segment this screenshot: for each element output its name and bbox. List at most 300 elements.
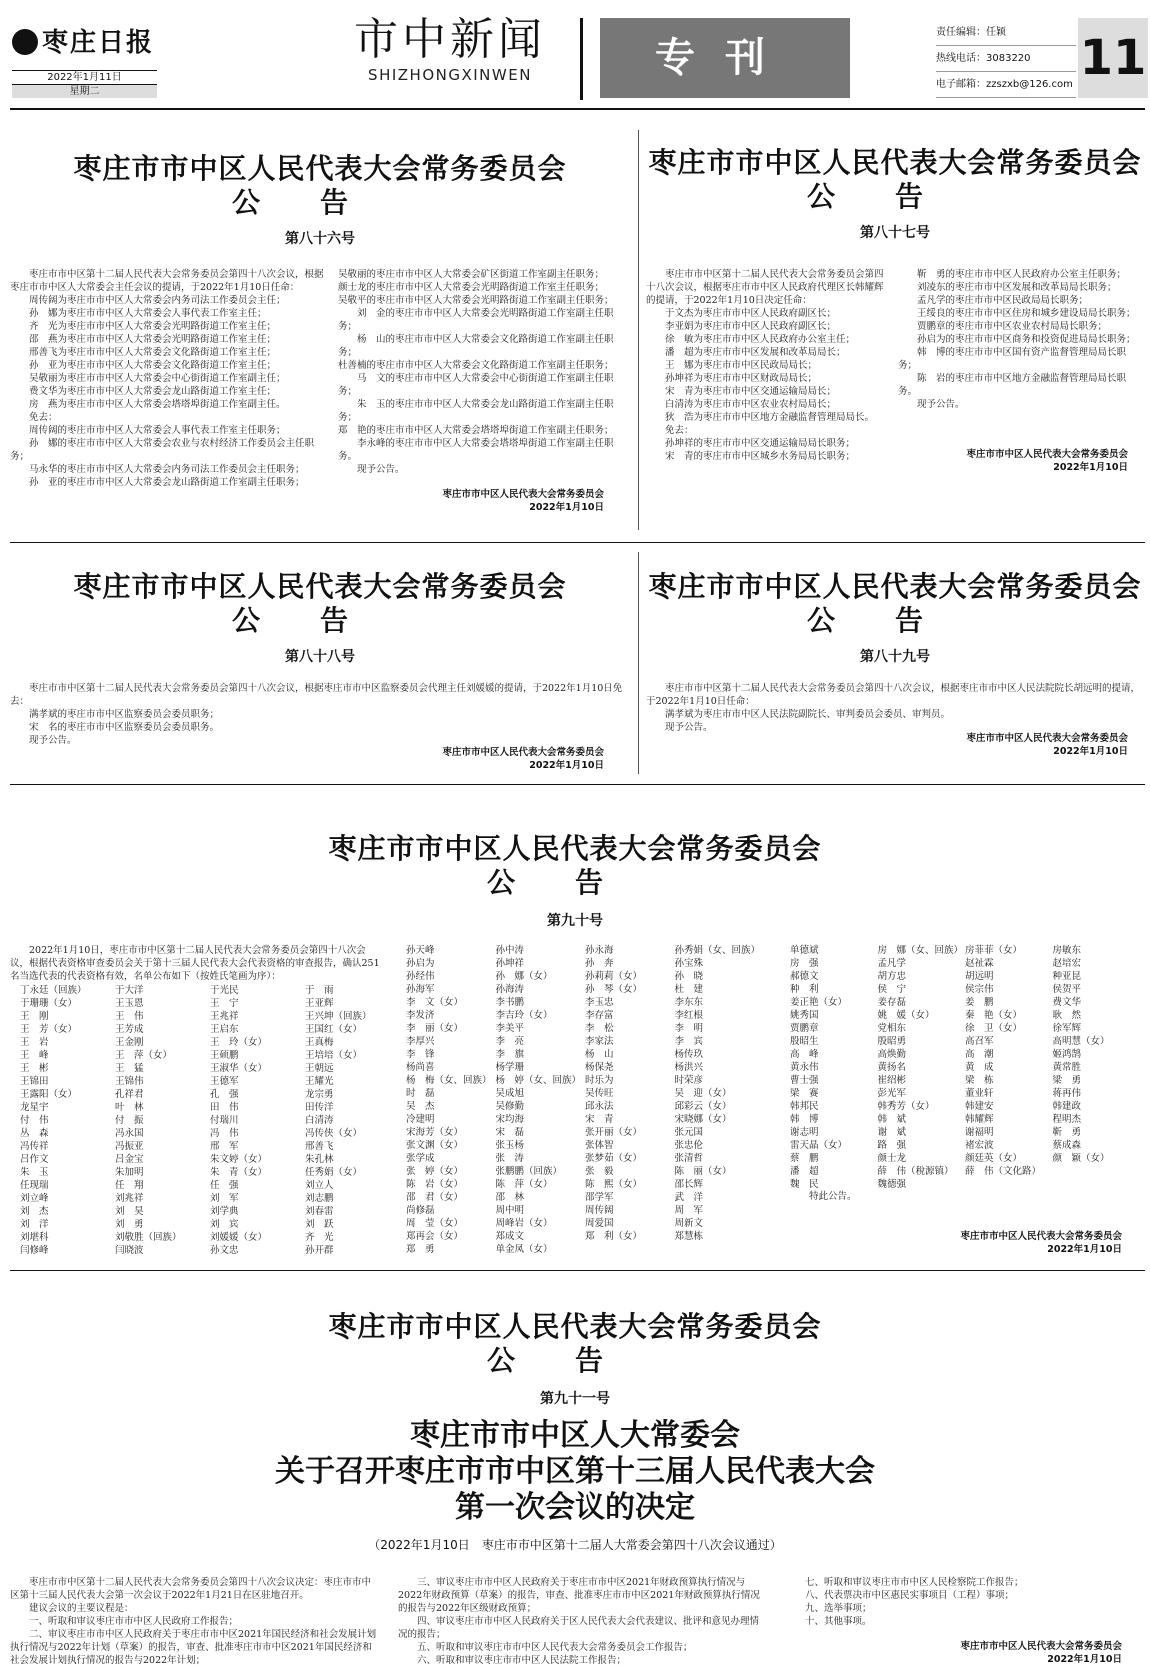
body-paragraph: 枣庄市市中区第十二届人民代表大会常务委员会第四十八次会议，根据枣庄市市中区人民政府代理区长韩耀辉的提请，于2022年1月10日决定任命： (646, 269, 884, 306)
delegate-name: 闫晓波 (115, 1245, 144, 1256)
body-paragraph: 建议会议的主要议程是： (10, 1603, 134, 1614)
delegate-name: 杨 梅（女、回族） (406, 1075, 492, 1086)
notice-87-body-left (646, 268, 891, 463)
delegate-name: 刘 杰 (20, 1206, 49, 1217)
notice-90-intro: 2022年1月10日，枣庄市市中区第十二届人民代表大会常务委员会第四十八次会议，根据代表资格审查委员会关于第十三届人民代表大会代表资格的审查报告，确认251名当选代表的代表资格有效，名单公布如下（按姓氏笔画为序）： (10, 945, 380, 982)
delegate-name: 朱 青（女） (210, 1167, 268, 1178)
delegate-name: 周传阔 (585, 1205, 614, 1216)
delegate-name: 颜 颖（女） (1052, 1153, 1110, 1164)
delegate-name: 杨传玖 (674, 1049, 704, 1060)
body-paragraph: 枣庄市市中区第十二届人民代表大会常务委员会第四十八次会议，根据枣庄市市中区人民法院院长胡远明的提请，于2022年1月10日任命： (646, 683, 1141, 707)
body-paragraph: 颜士龙的枣庄市市中区人大常委会光明路街道工作室主任职务； (338, 282, 605, 293)
signer: 枣庄市市中区人民代表大会常务委员会 (442, 489, 604, 500)
delegate-name: 白清涛 (305, 1115, 334, 1126)
delegate-name: 吴 迎（女） (674, 1088, 732, 1099)
delegate-name: 朱文婷（女） (210, 1154, 268, 1165)
delegate-name: 靳 勇 (1052, 1127, 1082, 1138)
delegate-name: 冷建明 (406, 1114, 435, 1125)
delegate-name: 单德斌 (790, 945, 819, 956)
delegate-name: 张 毅 (585, 1166, 614, 1177)
body-paragraph: 十、其他事项。 (786, 1616, 872, 1627)
signer: 枣庄市市中区人民代表大会常务委员会 (966, 733, 1128, 744)
delegate-name: 宋 青 (585, 1114, 614, 1125)
notice-90-end: 特此公告。 (790, 1191, 857, 1202)
delegate-name: 房 强 (790, 958, 819, 969)
delegate-name: 董业轩 (965, 1088, 994, 1099)
delegate-name: 李 松 (585, 1023, 614, 1034)
body-paragraph: 于文杰为枣庄市市中区人民政府副区长； (646, 308, 837, 319)
delegate-name: 高召军 (965, 1036, 994, 1047)
delegate-name: 韩邦民 (790, 1101, 819, 1112)
notice-88-body (10, 682, 630, 747)
delegate-name: 吴成旭 (495, 1088, 525, 1099)
delegate-name: 王启东 (210, 1024, 239, 1035)
delegate-name: 刘敬胜（回族） (115, 1232, 182, 1243)
issue-date: 2022年1月11日 (12, 70, 157, 84)
delegate-name: 付 振 (115, 1115, 144, 1126)
signer: 枣庄市市中区人民代表大会常务委员会 (442, 747, 604, 758)
delegate-name: 侯贺平 (1052, 984, 1082, 995)
delegate-name: 武 洋 (674, 1192, 704, 1203)
column-divider (638, 552, 639, 774)
delegate-name: 蔡 鹏 (790, 1153, 819, 1164)
body-paragraph: 费文华为枣庄市市中区人大常委会龙山路街道工作室主任； (10, 386, 277, 397)
masthead-rule (10, 108, 1145, 110)
delegate-name: 张体智 (585, 1140, 614, 1151)
notice-subtitle: 公告 (806, 180, 983, 213)
delegate-name: 吴修勤 (495, 1101, 525, 1112)
body-paragraph: 一、听取和审议枣庄市市中区人民政府工作报告； (10, 1616, 239, 1627)
delegate-name: 蒋再伟 (1052, 1088, 1082, 1099)
delegate-name: 姜存磊 (877, 997, 907, 1008)
delegate-name: 谢 斌 (877, 1127, 907, 1138)
delegate-name: 邵长辉 (674, 1179, 704, 1190)
body-paragraph: 刘凌东的枣庄市市中区发展和改革局局长职务； (898, 282, 1117, 293)
body-paragraph: 吴敬丽为枣庄市市中区人大常委会中心街街道工作室副主任； (10, 373, 286, 384)
delegate-name: 宋均海 (495, 1114, 525, 1125)
delegate-name: 姜 鹏 (965, 997, 994, 1008)
delegate-name: 张梦茹（女） (585, 1153, 643, 1164)
body-paragraph: 孙 亚为枣庄市市中区人大常委会文化路街道工作室主任； (10, 360, 277, 371)
delegate-name: 姬鸿鹄 (1052, 1049, 1082, 1060)
delegate-name: 刘立人 (305, 1180, 334, 1191)
delegate-name: 杨 婷（女、回族） (495, 1075, 582, 1086)
delegate-name: 姚 媛（女） (877, 1010, 935, 1021)
column-divider (638, 130, 639, 530)
delegate-name: 于 雨 (305, 985, 334, 996)
notice-number: 第八十六号 (285, 231, 355, 247)
delegate-name: 王耀光 (305, 1076, 334, 1087)
delegate-name: 王德军 (210, 1076, 239, 1087)
notice-subtitle: 公告 (486, 866, 663, 899)
decision-title-1: 枣庄市市中区人大常委会 (410, 1418, 740, 1453)
body-paragraph: 杨 山的枣庄市市中区人大常委会文化路街道工作室副主任职务； (338, 334, 614, 358)
body-paragraph: 现予公告。 (898, 399, 965, 410)
delegate-name: 黄常胜 (1052, 1062, 1082, 1073)
delegate-name: 丁永廷（回族） (20, 985, 87, 996)
issue-date-box (12, 70, 157, 98)
delegate-name: 徐 卫（女） (965, 1023, 1023, 1034)
delegate-name: 任 强 (210, 1180, 239, 1191)
delegate-name: 贾鹏章 (790, 1023, 819, 1034)
delegate-name: 朱孔林 (305, 1154, 334, 1165)
delegate-name: 颜廷英（女） (965, 1153, 1023, 1164)
delegate-name: 曹士强 (790, 1075, 819, 1086)
body-paragraph: 现予公告。 (646, 722, 713, 733)
delegate-name: 刘立峰 (20, 1193, 49, 1204)
delegate-name: 杜 建 (674, 984, 704, 995)
body-paragraph: 吴敬平的枣庄市市中区人大常委会光明路街道工作室副主任职务； (338, 295, 614, 306)
delegate-name: 刘媛媛（女） (210, 1232, 268, 1243)
delegate-name: 朱加明 (115, 1167, 144, 1178)
delegate-name: 郑成文 (495, 1231, 525, 1242)
delegate-name: 周中明 (495, 1205, 525, 1216)
delegate-name: 孙海涛 (495, 984, 525, 995)
delegate-name: 路 强 (877, 1140, 907, 1151)
delegate-name: 孙海军 (406, 984, 435, 995)
delegate-name: 孙坤祥 (495, 958, 525, 969)
body-paragraph: 齐 光为枣庄市市中区人大常委会光明路街道工作室主任； (10, 321, 277, 332)
notice-number: 第八十九号 (860, 649, 930, 665)
delegate-name: 于光民 (210, 985, 239, 996)
delegate-name: 韩 斌 (877, 1114, 907, 1125)
notice-number: 第九十号 (547, 913, 603, 929)
body-paragraph: 吴敬丽的枣庄市市中区人大常委会矿区街道工作室副主任职务； (338, 269, 605, 280)
body-paragraph: 宋 名的枣庄市市中区监察委员会委员职务。 (10, 722, 220, 733)
delegate-name: 任秀娟（女） (305, 1167, 363, 1178)
delegate-name: 齐 光 (305, 1232, 334, 1243)
delegate-name: 秦 艳（女） (965, 1010, 1023, 1021)
body-paragraph: 王绥良的枣庄市市中区住房和城乡建设局局长职务； (898, 308, 1136, 319)
delegate-name: 邱彩云（女） (674, 1101, 732, 1112)
delegate-name: 潘 超 (790, 1166, 819, 1177)
delegate-name: 于珊珊（女） (20, 998, 78, 1009)
delegate-name: 刘 勇 (115, 1219, 144, 1230)
hotline: 热线电话：3083220 (936, 46, 1076, 72)
body-paragraph: 韩 博的枣庄市市中区国有资产监督管理局局长职务； (898, 347, 1127, 371)
delegate-name: 李 旗 (495, 1049, 525, 1060)
delegate-name: 黄扬名 (877, 1062, 907, 1073)
delegate-name: 梁 栋 (965, 1075, 994, 1086)
delegate-name: 周 军 (674, 1205, 704, 1216)
delegate-name: 杨 山 (585, 1049, 614, 1060)
delegate-name: 高 峰 (790, 1049, 819, 1060)
delegate-name: 殷昭勇 (877, 1036, 907, 1047)
body-paragraph: 免去： (10, 412, 58, 423)
body-paragraph: 白清涛为枣庄市市中区农业农村局局长； (646, 399, 837, 410)
issue-weekday: 星期二 (12, 84, 157, 98)
body-paragraph: 房 燕为枣庄市市中区人大常委会塔塔埠街道工作室副主任。 (10, 399, 286, 410)
notice-91 (10, 1310, 1140, 1553)
body-paragraph: 贾鹏章的枣庄市市中区农业农村局局长职务； (898, 321, 1108, 332)
delegate-name: 尚修磊 (406, 1205, 435, 1216)
body-paragraph: 徐 敏为枣庄市市中区人民政府办公室主任； (646, 334, 856, 345)
body-paragraph: 靳 勇的枣庄市市中区人民政府办公室主任职务； (898, 269, 1127, 280)
delegate-name: 高焕勤 (877, 1049, 907, 1060)
delegate-name: 付 伟 (20, 1115, 49, 1126)
delegate-name: 张清哲 (674, 1153, 704, 1164)
delegate-name: 侯 宁 (877, 984, 907, 995)
delegate-name: 冯永国 (115, 1128, 144, 1139)
delegate-name: 邱永法 (585, 1101, 614, 1112)
body-paragraph: 邵 燕为枣庄市市中区人大常委会光明路街道工作室主任； (10, 334, 277, 345)
delegate-name: 魏德强 (877, 1179, 907, 1190)
delegate-name: 胡远明 (965, 971, 994, 982)
delegate-name: 周 莹（女） (406, 1218, 464, 1229)
delegate-name: 颜士龙 (877, 1153, 907, 1164)
delegate-name: 韩建政 (1052, 1101, 1082, 1112)
notice-title: 枣庄市市中区人民代表大会常务委员会 (648, 570, 1142, 603)
delegate-name: 褚宏波 (965, 1140, 994, 1151)
delegate-name: 胡方忠 (877, 971, 907, 982)
delegate-name: 王 芳（女） (20, 1024, 78, 1035)
delegate-name: 黄 成 (965, 1062, 994, 1073)
body-paragraph: 李亚娟为枣庄市市中区人民政府副区长； (646, 321, 837, 332)
delegate-name: 邵学军 (585, 1192, 614, 1203)
delegate-name: 张 涛 (495, 1153, 525, 1164)
delegate-name: 赵祉霖 (965, 958, 994, 969)
contact-info (936, 20, 1076, 98)
delegate-name: 刘 洋 (20, 1219, 49, 1230)
delegate-name: 刘兆祥 (115, 1193, 144, 1204)
notice-89 (645, 570, 1145, 666)
sign-date: 2022年1月10日 (529, 502, 604, 513)
delegate-name: 冯振亚 (115, 1141, 144, 1152)
delegate-name: 陈 岩（女） (406, 1179, 464, 1190)
delegate-name: 陈 熙（女） (585, 1179, 643, 1190)
delegate-name: 时荣彦 (674, 1075, 704, 1086)
delegate-name: 孙 晓 (674, 971, 704, 982)
page-number: 11 (1078, 18, 1148, 98)
body-paragraph: 孙坤祥的枣庄市市中区交通运输局局长职务； (646, 438, 856, 449)
signer: 枣庄市市中区人民代表大会常务委员会 (960, 1231, 1122, 1242)
delegate-name: 王国红（女） (305, 1024, 363, 1035)
delegate-name: 梁 勇 (1052, 1075, 1082, 1086)
delegate-name: 邢善飞 (305, 1141, 334, 1152)
sign-date: 2022年1月10日 (1053, 462, 1128, 473)
delegate-name: 王 刚 (20, 1011, 49, 1022)
delegate-name: 郑 利（女） (585, 1231, 643, 1242)
delegate-name: 张忠伦 (674, 1140, 704, 1151)
delegate-name: 王朝远 (305, 1063, 334, 1074)
delegate-name: 张 婷（女） (406, 1166, 464, 1177)
delegate-name: 朱 玉 (20, 1167, 49, 1178)
delegate-name: 冯传祥 (20, 1141, 49, 1152)
delegate-name: 张玉杨 (495, 1140, 525, 1151)
delegate-name: 王兆祥 (210, 1011, 239, 1022)
notice-number: 第八十八号 (285, 649, 355, 665)
delegate-name: 孙莉莉（女） (585, 971, 643, 982)
body-paragraph: 孙 亚的枣庄市市中区人大常委会龙山路街道工作室副主任职务； (10, 477, 305, 488)
delegate-name: 郑再会（女） (406, 1231, 464, 1242)
notice-91-body-right (786, 1576, 1136, 1628)
notice-87-body-right (898, 268, 1143, 411)
delegate-name: 王露阳（女） (20, 1089, 78, 1100)
delegate-name: 韩 博 (790, 1114, 819, 1125)
delegate-name: 陈 萍（女） (495, 1179, 553, 1190)
notice-subtitle: 公告 (486, 1344, 663, 1377)
delegate-name: 任现瑞 (20, 1180, 49, 1191)
editor: 责任编辑：任颖 (936, 20, 1076, 46)
delegate-name: 单金凤（女） (495, 1244, 553, 1255)
delegate-name: 谢福明 (965, 1127, 994, 1138)
delegate-name: 孙 奔 (585, 958, 614, 969)
body-paragraph: 孙坤祥为枣庄市市中区财政局局长； (646, 373, 818, 384)
delegate-name: 李 锋 (406, 1049, 435, 1060)
delegate-list-2 (406, 944, 764, 1256)
delegate-name: 冯传侠（女） (305, 1128, 363, 1139)
delegate-name: 蔡成森 (1052, 1140, 1082, 1151)
delegate-name: 李美平 (495, 1023, 525, 1034)
delegate-name: 孙开群 (305, 1245, 334, 1256)
body-paragraph: 七、听取和审议枣庄市市中区人民检察院工作报告； (786, 1577, 1024, 1588)
delegate-name: 韩耀辉 (965, 1114, 994, 1125)
body-paragraph: 宋 青的枣庄市市中区城乡水务局局长职务； (646, 451, 856, 462)
body-paragraph: 陈 岩的枣庄市市中区地方金融监督管理局局长职务。 (898, 373, 1127, 397)
notice-title: 枣庄市市中区人民代表大会常务委员会 (328, 832, 822, 865)
body-paragraph: 马 文的枣庄市市中区人大常委会中心街街道工作室副主任职务； (338, 373, 614, 397)
body-paragraph: 现予公告。 (338, 464, 405, 475)
delegate-name: 王金刚 (115, 1037, 144, 1048)
body-paragraph: 邢善飞为枣庄市市中区人大常委会文化路街道工作室主任； (10, 347, 277, 358)
delegate-name: 孙 娜（女） (495, 971, 553, 982)
delegate-name: 王 岩 (20, 1037, 49, 1048)
delegate-name: 田传洋 (305, 1102, 334, 1113)
delegate-name: 任 翔 (115, 1180, 144, 1191)
delegate-name: 李东东 (674, 997, 704, 1008)
delegate-name: 时乐为 (585, 1075, 614, 1086)
delegate-name: 于大洋 (115, 985, 144, 996)
delegate-name: 王硕鹏 (210, 1050, 239, 1061)
notice-91-signature (860, 1640, 1122, 1666)
delegate-name: 梁 赛 (790, 1088, 819, 1099)
delegate-name: 孙永海 (585, 945, 614, 956)
delegate-name: 李厚兴 (406, 1036, 435, 1047)
delegate-name: 田 伟 (210, 1102, 239, 1113)
body-paragraph: 六、听取和审议枣庄市市中区人民法院工作报告； (398, 1655, 627, 1666)
delegate-name: 龙宗勇 (305, 1089, 334, 1100)
notice-subtitle: 公告 (806, 604, 983, 637)
delegate-name: 程明杰 (1052, 1114, 1082, 1125)
section-rule (10, 784, 1145, 785)
delegate-name: 孙 琴（女） (585, 984, 643, 995)
body-paragraph: 五、听取和审议枣庄市市中区人民代表大会常务委员会工作报告； (398, 1642, 693, 1653)
body-paragraph: 三、审议枣庄市市中区人民政府关于枣庄市市中区2021年财政预算执行情况与2022年财政预算（草案）的报告，审查、批准枣庄市市中区2021年财政预算执行情况的报告与2022年区级财政预算； (398, 1577, 760, 1614)
delegate-name: 王 彬 (20, 1063, 49, 1074)
delegate-name: 王兴坤（回族） (305, 1011, 372, 1022)
signer: 枣庄市市中区人民代表大会常务委员会 (960, 1641, 1122, 1652)
delegate-name: 房敏东 (1052, 945, 1082, 956)
signer: 枣庄市市中区人民代表大会常务委员会 (966, 449, 1128, 460)
body-paragraph: 王 娜为枣庄市市中区民政局局长； (646, 360, 818, 371)
delegate-name: 王真梅 (305, 1037, 334, 1048)
delegate-name: 王 猛 (115, 1063, 144, 1074)
delegate-name: 刘志鹏 (305, 1193, 334, 1204)
body-paragraph: 狄 浩为枣庄市市中区地方金融监督管理局局长。 (646, 412, 875, 423)
delegate-name: 吕金宝 (115, 1154, 144, 1165)
body-paragraph: 二、审议枣庄市市中区人民政府关于枣庄市市中区2021年国民经济和社会发展计划执行情况与2022年计划（草案）的报告，审查、批准枣庄市市中区2021年国民经济和社会发展计划执行情况的报告与2022年计划； (10, 1629, 377, 1666)
notice-87-signature (898, 448, 1128, 474)
delegate-name: 邢 军 (210, 1141, 239, 1152)
sign-date: 2022年1月10日 (1053, 746, 1128, 757)
delegate-name: 孔 强 (210, 1089, 239, 1100)
delegate-name: 孔祥君 (115, 1089, 144, 1100)
delegate-name: 杨洪兴 (674, 1062, 704, 1073)
delegate-name: 姜正艳（女） (790, 997, 848, 1008)
body-paragraph: 郑 艳的枣庄市市中区人大常委会塔塔埠街道工作室副主任职务； (338, 425, 614, 436)
delegate-name: 刘 昊 (115, 1206, 144, 1217)
delegate-name: 黄永伟 (790, 1062, 819, 1073)
delegate-name: 张鹏鹏（回族） (495, 1166, 563, 1177)
notice-89-signature (898, 732, 1128, 758)
notice-title: 枣庄市市中区人民代表大会常务委员会 (73, 152, 567, 185)
delegate-name: 付瑞川 (210, 1115, 239, 1126)
delegate-name: 刘 宾 (210, 1219, 239, 1230)
delegate-name: 杨保尧 (585, 1062, 614, 1073)
delegate-name: 张元国 (674, 1127, 704, 1138)
sign-date: 2022年1月10日 (529, 760, 604, 771)
delegate-name: 王 玲（女） (210, 1037, 268, 1048)
notice-number: 第九十一号 (540, 1391, 610, 1407)
body-paragraph: 杜善楠的枣庄市市中区人大常委会文化路街道工作室副主任职务； (338, 360, 614, 371)
delegate-name: 王亚辉 (305, 998, 334, 1009)
notice-subtitle: 公告 (231, 604, 408, 637)
delegate-name: 刘 军 (210, 1193, 239, 1204)
delegate-name: 李发济 (406, 1010, 435, 1021)
delegate-name: 刘学典 (210, 1206, 239, 1217)
notice-number: 第八十七号 (860, 225, 930, 241)
delegate-name: 王玉恩 (115, 998, 144, 1009)
delegate-name: 孙启为 (406, 958, 435, 969)
delegate-name: 殷昭生 (790, 1036, 819, 1047)
delegate-name: 宋 磊 (495, 1127, 525, 1138)
delegate-name: 耿 然 (1052, 1010, 1082, 1021)
delegate-name: 种亚昆 (1052, 971, 1082, 982)
delegate-name: 孙文忠 (210, 1245, 239, 1256)
section-brand (340, 14, 560, 84)
delegate-name: 王淑华（女） (210, 1063, 268, 1074)
delegate-list-1 (20, 984, 400, 1257)
notice-87 (645, 146, 1145, 242)
body-paragraph: 周传阔的枣庄市市中区人大常委会人事代表工作室主任职务； (10, 425, 286, 436)
body-paragraph: 潘 超为枣庄市市中区发展和改革局局长； (646, 347, 846, 358)
notice-title: 枣庄市市中区人民代表大会常务委员会 (73, 570, 567, 603)
delegate-name: 谢志明 (790, 1127, 819, 1138)
delegate-name: 孙秀娟（女、回族） (674, 945, 761, 956)
delegate-name: 李 明 (674, 1023, 704, 1034)
body-paragraph: 现予公告。 (10, 735, 77, 746)
delegate-name: 孙中涛 (495, 945, 525, 956)
notice-91-body-left (10, 1576, 380, 1667)
notice-86 (10, 152, 630, 248)
delegate-name (1053, 1165, 1141, 1178)
delegate-name: 王 宁 (210, 998, 239, 1009)
notice-91-body-middle (398, 1576, 768, 1667)
delegate-name: 薛 伟（文化路） (965, 1166, 1042, 1177)
notice-88-signature (338, 746, 604, 772)
delegate-name: 魏 民 (790, 1179, 819, 1190)
delegate-name: 房菲菲（女） (965, 945, 1023, 956)
body-paragraph: 枣庄市市中区第十二届人民代表大会常务委员会第四十八次会议，根据枣庄市市中区监察委员会代理主任刘媛媛的提请，于2022年1月10日免去： (10, 683, 623, 707)
body-paragraph: 满孝斌的枣庄市市中区监察委员会委员职务； (10, 709, 220, 720)
email: 电子邮箱：zzszxb@126.com (936, 72, 1076, 98)
body-paragraph: 孙 娜为枣庄市市中区人大常委会人事代表工作室主任； (10, 308, 267, 319)
delegate-name: 李 亮 (495, 1036, 525, 1047)
notice-86-body-right (338, 268, 630, 476)
body-paragraph: 孙启为的枣庄市市中区商务和投资促进局局长职务； (898, 334, 1136, 345)
delegate-name: 邵 林 (495, 1192, 525, 1203)
delegate-name: 李 文（女） (406, 997, 464, 1008)
